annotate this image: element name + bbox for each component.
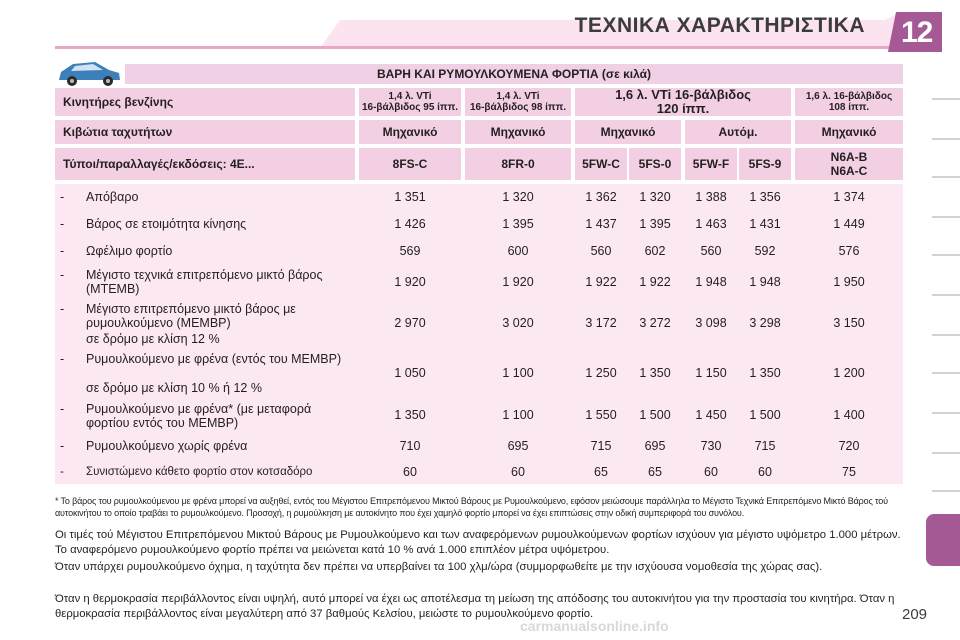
side-tab[interactable] xyxy=(932,138,960,140)
cell-value: 1 351 xyxy=(394,190,426,204)
engines-label: Κινητήρες βενζίνης xyxy=(55,88,355,116)
cell-value: 65 xyxy=(648,465,662,479)
side-tab[interactable] xyxy=(932,254,960,256)
page-number: 209 xyxy=(902,606,928,623)
cell-value: 602 xyxy=(644,244,666,258)
cell-value: 60 xyxy=(704,465,718,479)
type-header: N6A-B N6A-C xyxy=(795,148,903,180)
cell-value: 1 500 xyxy=(639,408,671,422)
types-label: Τύποι/παραλλαγές/εκδόσεις: 4E... xyxy=(55,148,355,180)
cell-value: 1 463 xyxy=(695,217,727,231)
type-header: 5FW-F xyxy=(685,148,737,180)
engine-header: 1,6 λ. 16-βάλβιδος 108 ίππ. xyxy=(795,88,903,116)
cell-value: 715 xyxy=(590,439,612,453)
cell-value: 1 320 xyxy=(639,190,671,204)
side-tab[interactable] xyxy=(932,490,960,492)
cell-value: 2 970 xyxy=(394,316,426,330)
engine-header: 1,6 λ. VTi 16-βάλβιδος 120 ίππ. xyxy=(575,88,791,116)
cell-value: 60 xyxy=(403,465,417,479)
cell-value: 1 350 xyxy=(639,366,671,380)
type-header: 5FS-0 xyxy=(629,148,681,180)
side-tab[interactable] xyxy=(932,372,960,374)
engine-header: 1,4 λ. VTi 16-βάλβιδος 95 ίππ. xyxy=(359,88,461,116)
side-tab[interactable] xyxy=(932,294,960,296)
cell-value: 1 362 xyxy=(585,190,617,204)
cell-value: 1 431 xyxy=(749,217,781,231)
cell-value: 592 xyxy=(754,244,776,258)
cell-value: 3 098 xyxy=(695,316,727,330)
type-header: 8FR-0 xyxy=(465,148,571,180)
cell-value: 569 xyxy=(399,244,421,258)
cell-value: 1 350 xyxy=(749,366,781,380)
paragraph: Οι τιμές τού Μέγιστου Επιτρεπόμενου Μικτού Βάρους με Ρυμουλκούμενο και των αναφερόμενων ρυμουλκούμενων φορτίων ισχύουν για μέγιστο υψόμετρο 1.000 μέτρων. Το αναφερόμενο ρυμουλκούμενο φορτίο πρέπει να μειώνεται κατά 10 % ανά 1.000 επιπλέον μέτρα υψόμετρου. xyxy=(55,529,901,556)
side-tab[interactable] xyxy=(932,334,960,336)
cell-value: 715 xyxy=(754,439,776,453)
side-tab[interactable] xyxy=(932,452,960,454)
cell-value: 60 xyxy=(511,465,525,479)
cell-value: 1 200 xyxy=(833,366,865,380)
cell-value: 3 172 xyxy=(585,316,617,330)
gearbox-header: Μηχανικό xyxy=(359,120,461,144)
engine-header: 1,4 λ. VTi 16-βάλβιδος 98 ίππ. xyxy=(465,88,571,116)
cell-value: 1 948 xyxy=(695,275,727,289)
cell-value: 1 437 xyxy=(585,217,617,231)
cell-value: 1 450 xyxy=(695,408,727,422)
watermark: carmanualsonline.info xyxy=(520,618,669,634)
cell-value: 560 xyxy=(590,244,612,258)
gearbox-header: Μηχανικό xyxy=(575,120,681,144)
cell-value: 576 xyxy=(838,244,860,258)
side-tab[interactable] xyxy=(932,98,960,100)
cell-value: 1 950 xyxy=(833,275,865,289)
cell-value: 1 250 xyxy=(585,366,617,380)
header-rule xyxy=(55,46,907,49)
cell-value: 1 500 xyxy=(749,408,781,422)
cell-value: 3 298 xyxy=(749,316,781,330)
cell-value: 1 350 xyxy=(394,408,426,422)
cell-value: 1 150 xyxy=(695,366,727,380)
cell-value: 1 050 xyxy=(394,366,426,380)
cell-value: 1 550 xyxy=(585,408,617,422)
cell-value: 1 395 xyxy=(502,217,534,231)
cell-value: 695 xyxy=(507,439,529,453)
cell-value: 1 395 xyxy=(639,217,671,231)
side-tab[interactable] xyxy=(932,412,960,414)
cell-value: 1 374 xyxy=(833,190,865,204)
type-header: 5FW-C xyxy=(575,148,627,180)
side-tab[interactable] xyxy=(932,176,960,178)
gearbox-header: Μηχανικό xyxy=(795,120,903,144)
cell-value: 1 400 xyxy=(833,408,865,422)
chapter-number: 12 xyxy=(901,16,933,49)
footnote: * Το βάρος του ρυμουλκούμενου με φρένα μπορεί να αυξηθεί, εντός του Μέγιστου Επιτρεπόμενου Μικτού Βάρους με Ρυμουλκούμενο, εφόσον μειώσουμε παράλληλα το Μέγιστο Τεχνικά Επιτρεπόμενο Μικτό Βάρος τού αυτοκινήτου το οποίο τραβάει το ρυμουλκούμενο. Προσοχή, η ρυμούλκηση με αυτοκίνητο που έχει χαμηλό φορτίο μπορεί να έχει επιπτώσεις στην οδική συμπεριφορά του συνόλου. xyxy=(55,496,888,518)
side-tab-active[interactable] xyxy=(926,514,960,566)
gearbox-header: Μηχανικό xyxy=(465,120,571,144)
table-title: ΒΑΡΗ ΚΑΙ ΡΥΜΟΥΛΚΟΥΜΕΝΑ ΦΟΡΤΙΑ (σε κιλά) xyxy=(125,64,903,84)
page-title: ΤΕΧΝΙΚΑ ΧΑΡΑΚΤΗΡΙΣΤΙΚΑ xyxy=(574,14,865,37)
type-header: 5FS-9 xyxy=(739,148,791,180)
cell-value: 75 xyxy=(842,465,856,479)
cell-value: 1 948 xyxy=(749,275,781,289)
cell-value: 710 xyxy=(399,439,421,453)
cell-value: 3 150 xyxy=(833,316,865,330)
cell-value: 1 388 xyxy=(695,190,727,204)
paragraph: Όταν υπάρχει ρυμουλκούμενο όχημα, η ταχύτητα δεν πρέπει να υπερβαίνει τα 100 χλμ/ώρα (συμμορφωθείτε με την ισχύουσα νομοθεσία της χώρας σας). xyxy=(55,561,823,573)
cell-value: 1 920 xyxy=(502,275,534,289)
side-tab-strip xyxy=(918,58,960,538)
gearbox-label: Κιβώτια ταχυτήτων xyxy=(55,120,355,144)
cell-value: 60 xyxy=(758,465,772,479)
cell-value: 1 449 xyxy=(833,217,865,231)
cell-value: 730 xyxy=(700,439,722,453)
cell-value: 560 xyxy=(700,244,722,258)
type-header: 8FS-C xyxy=(359,148,461,180)
cell-value: 1 426 xyxy=(394,217,426,231)
cell-value: 3 272 xyxy=(639,316,671,330)
paragraph: Όταν η θερμοκρασία περιβάλλοντος είναι υψηλή, αυτό μπορεί να έχει ως αποτέλεσμα τη μείωση της απόδοσης του αυτοκινήτου για την προστασία του κινητήρα. Όταν η θερμοκρασία περιβάλλοντος είναι μεγαλύτερη από 37 βαθμούς Κελσίου, μειώστε το ρυμουλκούμενο φορτίο. xyxy=(55,593,895,620)
cell-value: 1 320 xyxy=(502,190,534,204)
car-icon xyxy=(55,58,123,88)
cell-value: 1 356 xyxy=(749,190,781,204)
cell-value: 1 920 xyxy=(394,275,426,289)
cell-value: 720 xyxy=(838,439,860,453)
cell-value: 1 100 xyxy=(502,408,534,422)
cell-value: 65 xyxy=(594,465,608,479)
cell-value: 600 xyxy=(507,244,529,258)
side-tab[interactable] xyxy=(932,216,960,218)
cell-value: 1 922 xyxy=(639,275,671,289)
cell-value: 695 xyxy=(644,439,666,453)
gearbox-header: Αυτόμ. xyxy=(685,120,791,144)
cell-value: 1 922 xyxy=(585,275,617,289)
cell-value: 1 100 xyxy=(502,366,534,380)
cell-value: 3 020 xyxy=(502,316,534,330)
